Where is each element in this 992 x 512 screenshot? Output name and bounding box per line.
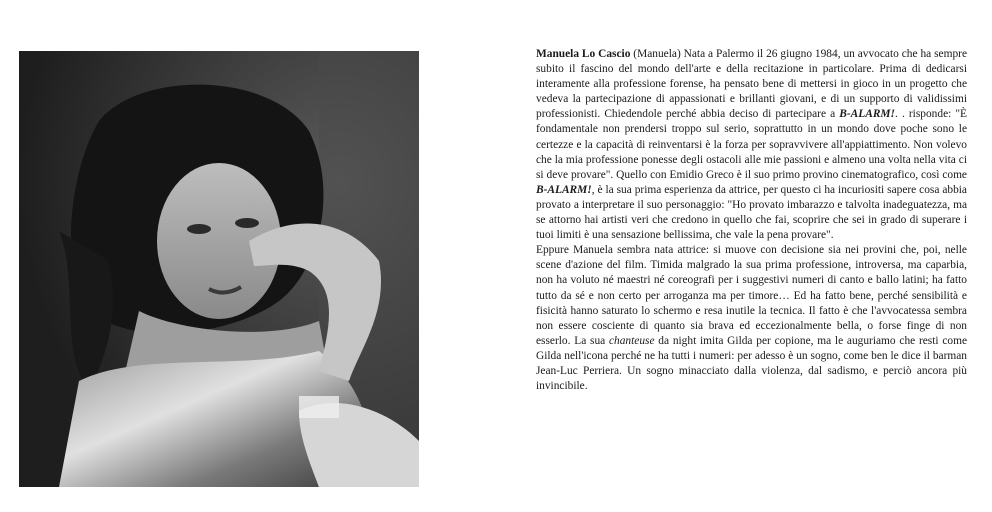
bio-paragraph-1 (536, 47, 967, 243)
bio-p1-text-2: . . risponde: "È fondamentale non prendersi troppo sul serio, soprattutto in un mondo dove poche sono le certezze e la capacità di reinventarsi è la forza per sopravvivere all'appiattimento. Non volevo che la mia professione ponesse degli ostacoli alle mie passioni e almeno una volta nella vita ci si deve provare". Quello con Emidio Greco è il suo primo provino cinematografico, così come (536, 108, 967, 181)
bio-p2-text-2: da night imita Gilda per copione, ma le auguriamo che resti come Gilda nell'icona perché ne ha tutti i numeri: per adesso è un sogno, come ben le dice il barman Jean-Luc Perriera. Un sogno minacciato dalla violenza, dal sadismo, e perciò ancora più invincibile. (536, 334, 968, 393)
portrait-photo (19, 51, 419, 487)
bio-p1-text-1: (Manuela) Nata a Palermo il 26 giugno 1984, un avvocato che ha sempre subito il fascino del mondo dell'arte e della recitazione in particolare. Prima di dedicarsi interamente alla professione forense, ha pensato bene di mettersi in gioco in un progetto che vedeva la partecipazione di appassionati e brillanti giovani, e di un supporto di validissimi professionisti. Chiedendole perché abbia deciso di partecipare a (536, 48, 968, 121)
biography-text (536, 47, 967, 394)
film-title: B-ALARM! (839, 108, 895, 121)
emphasis-word: chanteuse (608, 334, 655, 347)
bio-p1-text-3: , è la sua prima esperienza da attrice, per questo ci ha incuriositi sapere cosa abbia provato a interpretare il suo personaggio: "Ho provato imbarazzo e talvolta inadeguatezza, ma se attorno hai artisti veri che credono in quello che fai, scoprire che sei in grado di superare i tuoi limiti è una sensazione bellissima, che vale la pena provare". (536, 183, 967, 242)
bio-p2-text-1: Eppure Manuela sembra nata attrice: si muove con decisione sia nei provini che, poi, nelle scene d'azione del film. Timida malgrado la sua prima professione, introversa, ma caparbia, non ha voluto né maestri né coreografi per i suggestivi numeri di canto e ballo latini; ha fatto tutto da sé e non certo per arroganza ma per timore… Ed ha fatto bene, perché sensibilità e fisicità hanno saturato lo schermo e resa inutile la tecnica. Il fatto è che l'avvocatessa sembra non essere cosciente di quanto sia brava ed eccezionalmente bella, o forse finge di non esserlo. La sua (536, 244, 967, 347)
bio-paragraph-2 (536, 243, 967, 394)
portrait-image (19, 51, 419, 487)
person-name: Manuela Lo Cascio (536, 48, 631, 60)
film-title: B-ALARM! (536, 183, 592, 196)
